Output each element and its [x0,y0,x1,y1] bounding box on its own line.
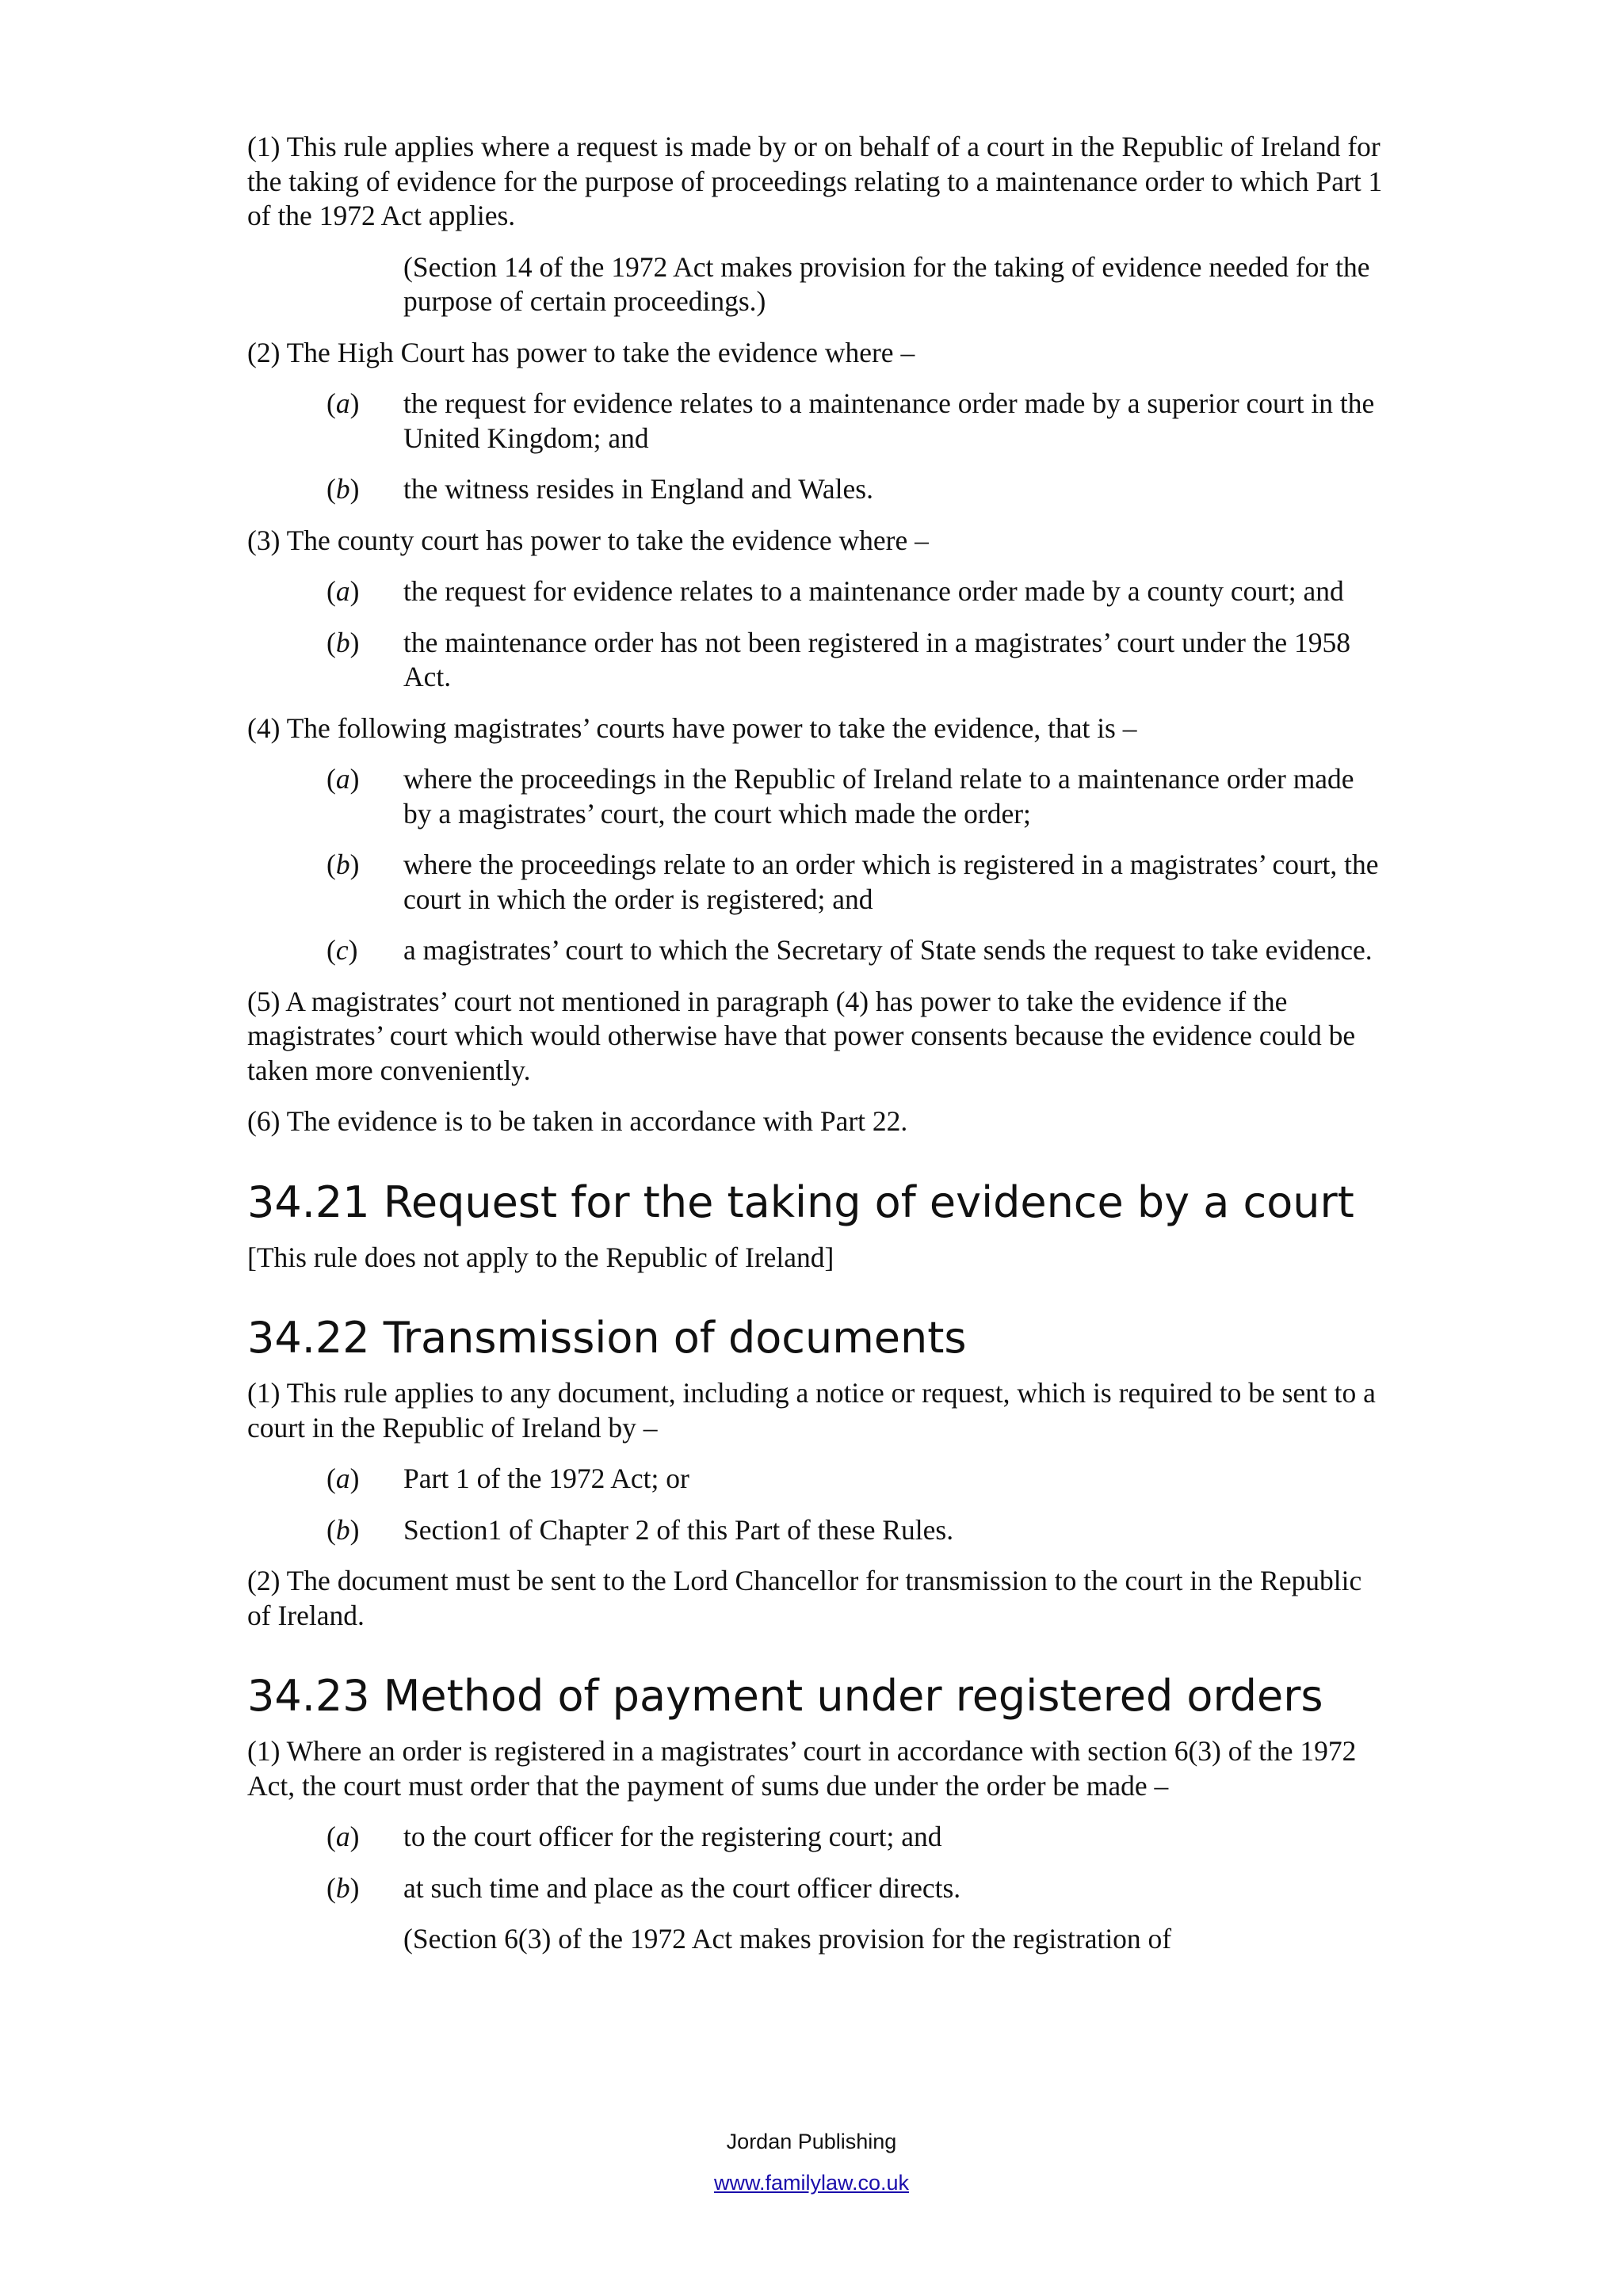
list-item [247,1513,1388,1548]
item-label: (a) [327,1463,360,1494]
item-text: at such time and place as the court officer directs. [403,1871,961,1904]
list-item [247,1871,1388,1906]
item-text: the maintenance order has not been registered in a magistrates’ court under the 1958 Act. [403,626,1351,692]
item-text: the request for evidence relates to a maintenance order made by a county court; and [403,575,1344,607]
paragraph: (2) The document must be sent to the Lord Chancellor for transmission to the court in the Republic of Ireland. [247,1565,1362,1631]
item-text: to the court officer for the registering court; and [403,1821,942,1852]
paragraph: (1) This rule applies where a request is made by or on behalf of a court in the Republic of Ireland for the taking of evidence for the purpose of proceedings relating to a maintenance order to which Part 1 of the 1972 Act applies. [247,131,1383,231]
list-item [247,387,1388,456]
item-label: (a) [327,575,360,607]
footer-link[interactable]: www.familylaw.co.uk [713,2171,910,2195]
item-text: where the proceedings relate to an order which is registered in a magistrates’ court, the court in which the order is registered; and [403,849,1379,915]
item-label: (c) [327,934,358,966]
list-item [247,933,1388,968]
item-label: (a) [327,763,360,795]
item-label: (b) [327,473,360,505]
document-body [247,130,1388,1974]
item-text: the request for evidence relates to a maintenance order made by a superior court in the United Kingdom; and [403,387,1375,454]
item-label: (b) [327,626,360,658]
footer-link-wrap [0,2171,1623,2195]
section-heading: 34.23 Method of payment under registered orders [247,1671,1323,1721]
list-item [247,574,1388,609]
paragraph: (4) The following magistrates’ courts have power to take the evidence, that is – [247,711,1137,744]
paragraph: (3) The county court has power to take the evidence where – [247,524,929,556]
paragraph: (1) Where an order is registered in a magistrates’ court in accordance with section 6(3) of the 1972 Act, the court must order that the payment of sums due under the order be made – [247,1735,1357,1802]
paragraph: (5) A magistrates’ court not mentioned in paragraph (4) has power to take the evidence if the magistrates’ court which would otherwise have that power consents because the evidence could be taken more conveniently. [247,985,1356,1086]
list-item [247,1462,1388,1497]
item-text: a magistrates’ court to which the Secretary of State sends the request to take evidence. [403,934,1373,966]
section-heading: 34.21 Request for the taking of evidence by a court [247,1177,1354,1227]
item-label: (b) [327,1513,360,1546]
item-text: Section1 of Chapter 2 of this Part of these Rules. [403,1513,954,1546]
item-text: the witness resides in England and Wales. [403,473,873,505]
list-item [247,1820,1388,1855]
list-item [247,848,1388,917]
footer-publisher: Jordan Publishing [726,2130,897,2153]
paragraph: (6) The evidence is to be taken in accordance with Part 22. [247,1105,908,1137]
note: (Section 14 of the 1972 Act makes provision for the taking of evidence needed for the purpose of certain proceedings.) [403,250,1370,317]
section-heading: 34.22 Transmission of documents [247,1313,967,1363]
item-text: where the proceedings in the Republic of Ireland relate to a maintenance order made by a magistrates’ court, the court which made the order; [403,763,1354,830]
item-label: (b) [327,1871,360,1904]
paragraph: (1) This rule applies to any document, including a notice or request, which is required to be sent to a court in the Republic of Ireland by – [247,1377,1376,1444]
list-item [247,762,1388,831]
item-label: (a) [327,1821,360,1852]
note: (Section 6(3) of the 1972 Act makes provision for the registration of [403,1923,1172,1955]
paragraph: [This rule does not apply to the Republic of Ireland] [247,1241,834,1273]
item-label: (a) [327,387,360,419]
item-label: (b) [327,849,360,880]
list-item [247,626,1388,695]
list-item [247,472,1388,507]
item-text: Part 1 of the 1972 Act; or [403,1463,689,1494]
paragraph: (2) The High Court has power to take the evidence where – [247,336,915,368]
